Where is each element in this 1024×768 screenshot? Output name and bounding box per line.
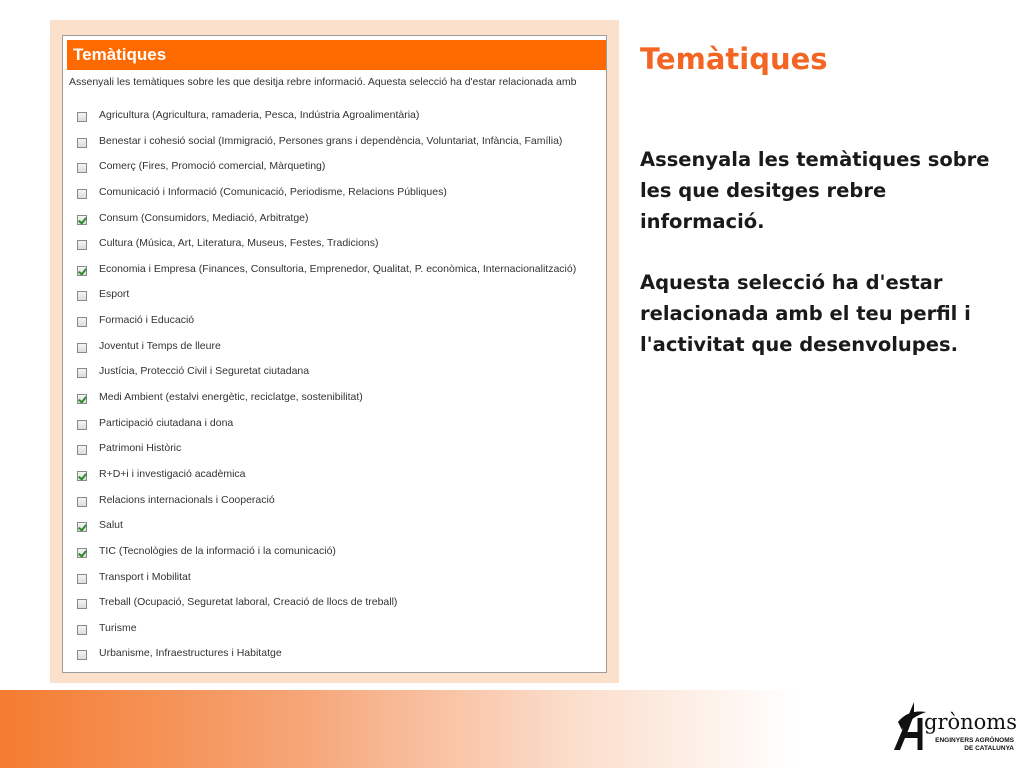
panel-header: Temàtiques	[67, 40, 606, 70]
topic-option-row	[63, 439, 606, 465]
topic-option-label[interactable]: Economia i Empresa (Finances, Consultoria, Emprenedor, Qualitat, P. econòmica, Internacionalització)	[99, 262, 577, 275]
topic-option-label[interactable]: Salut	[99, 519, 123, 532]
topic-option-row	[63, 388, 606, 414]
topic-checkbox[interactable]	[77, 368, 87, 378]
screenshot-frame	[50, 20, 619, 683]
topic-option-label[interactable]: Agricultura (Agricultura, ramaderia, Pesca, Indústria Agroalimentària)	[99, 109, 420, 121]
topic-checkbox[interactable]	[77, 343, 87, 353]
topic-checkbox-checked[interactable]	[77, 548, 87, 558]
topic-option-row	[63, 593, 606, 619]
topic-option-row	[63, 106, 606, 132]
topic-option-row	[63, 285, 606, 311]
topic-option-label[interactable]: Consum (Consumidors, Mediació, Arbitratge)	[99, 211, 309, 224]
topic-checkbox[interactable]	[77, 138, 87, 148]
topic-checkbox[interactable]	[77, 163, 87, 173]
topic-option-row	[63, 260, 606, 286]
topic-option-row	[63, 209, 606, 235]
topic-option-label[interactable]: Joventut i Temps de lleure	[99, 339, 221, 352]
topic-checkbox-checked[interactable]	[77, 394, 87, 404]
topics-form-panel	[62, 35, 607, 673]
topic-option-row	[63, 157, 606, 183]
topic-option-label[interactable]: Cultura (Música, Art, Literatura, Museus, Festes, Tradicions)	[99, 237, 379, 250]
slide-paragraph-1: Assenyala les temàtiques sobre les que desitges rebre informació.	[640, 148, 990, 233]
topic-option-label[interactable]: Medi Ambient (estalvi energètic, reciclatge, sostenibilitat)	[99, 391, 363, 404]
topic-option-row	[63, 362, 606, 388]
topic-option-label[interactable]: Formació i Educació	[99, 314, 195, 327]
topic-option-label[interactable]: Treball (Ocupació, Seguretat laboral, Creació de llocs de treball)	[99, 596, 398, 609]
topic-checkbox[interactable]	[77, 112, 87, 122]
topic-option-label[interactable]: Benestar i cohesió social (Immigració, Persones grans i dependència, Voluntariat, Infància, Família)	[99, 134, 563, 147]
topic-option-label[interactable]: Turisme	[99, 621, 137, 634]
topic-option-label[interactable]: Justícia, Protecció Civil i Seguretat ciutadana	[99, 365, 310, 378]
topic-option-label[interactable]: Esport	[99, 288, 130, 301]
topic-option-label[interactable]: Relacions internacionals i Cooperació	[99, 493, 275, 506]
topic-option-label[interactable]: Patrimoni Històric	[99, 442, 182, 455]
topic-option-row	[63, 414, 606, 440]
topic-option-label[interactable]: Transport i Mobilitat	[99, 570, 191, 583]
topic-checkbox[interactable]	[77, 240, 87, 250]
topic-option-label[interactable]: Participació ciutadana i dona	[99, 416, 234, 429]
topic-option-label[interactable]: TIC (Tecnològies de la informació i la comunicació)	[99, 544, 336, 557]
topic-option-row	[63, 234, 606, 260]
logo-subtitle: ENGINYERS AGRÒNOMS DE CATALUNYA	[935, 737, 1014, 752]
slide-paragraph-2: Aquesta selecció ha d'estar relacionada amb el teu perfil i l'activitat que desenvolupes.	[640, 271, 971, 356]
topic-checkbox[interactable]	[77, 189, 87, 199]
topic-checkbox[interactable]	[77, 445, 87, 455]
topic-option-row	[63, 491, 606, 517]
topic-checkbox[interactable]	[77, 291, 87, 301]
topic-checkbox-checked[interactable]	[77, 215, 87, 225]
topic-option-row	[63, 311, 606, 337]
topic-option-label[interactable]: Comerç (Fires, Promoció comercial, Màrqueting)	[99, 160, 326, 173]
footer-gradient-band	[0, 690, 1024, 768]
topic-option-row	[63, 568, 606, 594]
topic-checkbox[interactable]	[77, 420, 87, 430]
agronoms-logo	[890, 700, 1015, 760]
topic-option-label[interactable]: Urbanisme, Infraestructures i Habitatge	[99, 647, 282, 660]
topic-checkbox[interactable]	[77, 599, 87, 609]
topic-checkbox[interactable]	[77, 625, 87, 635]
topic-option-row	[63, 516, 606, 542]
topic-option-label[interactable]: R+D+i i investigació acadèmica	[99, 467, 246, 480]
topic-checkbox[interactable]	[77, 317, 87, 327]
topic-option-row	[63, 183, 606, 209]
topic-option-row	[63, 337, 606, 363]
topics-checkbox-list	[63, 106, 606, 670]
topic-checkbox-checked[interactable]	[77, 471, 87, 481]
topic-checkbox[interactable]	[77, 574, 87, 584]
panel-intro-text: Assenyali les temàtiques sobre les que desitja rebre informació. Aquesta selecció ha d'estar relacionada amb	[69, 76, 577, 88]
topic-checkbox[interactable]	[77, 497, 87, 507]
logo-wordmark: grònoms	[924, 710, 1017, 734]
topic-checkbox[interactable]	[77, 650, 87, 660]
topic-checkbox-checked[interactable]	[77, 522, 87, 532]
topic-option-row	[63, 644, 606, 670]
slide-title: Temàtiques	[640, 42, 828, 76]
topic-option-row	[63, 542, 606, 568]
topic-option-row	[63, 465, 606, 491]
topic-option-row	[63, 132, 606, 158]
topic-checkbox-checked[interactable]	[77, 266, 87, 276]
topic-option-label[interactable]: Comunicació i Informació (Comunicació, Periodisme, Relacions Públiques)	[99, 185, 447, 198]
topic-option-row	[63, 619, 606, 645]
